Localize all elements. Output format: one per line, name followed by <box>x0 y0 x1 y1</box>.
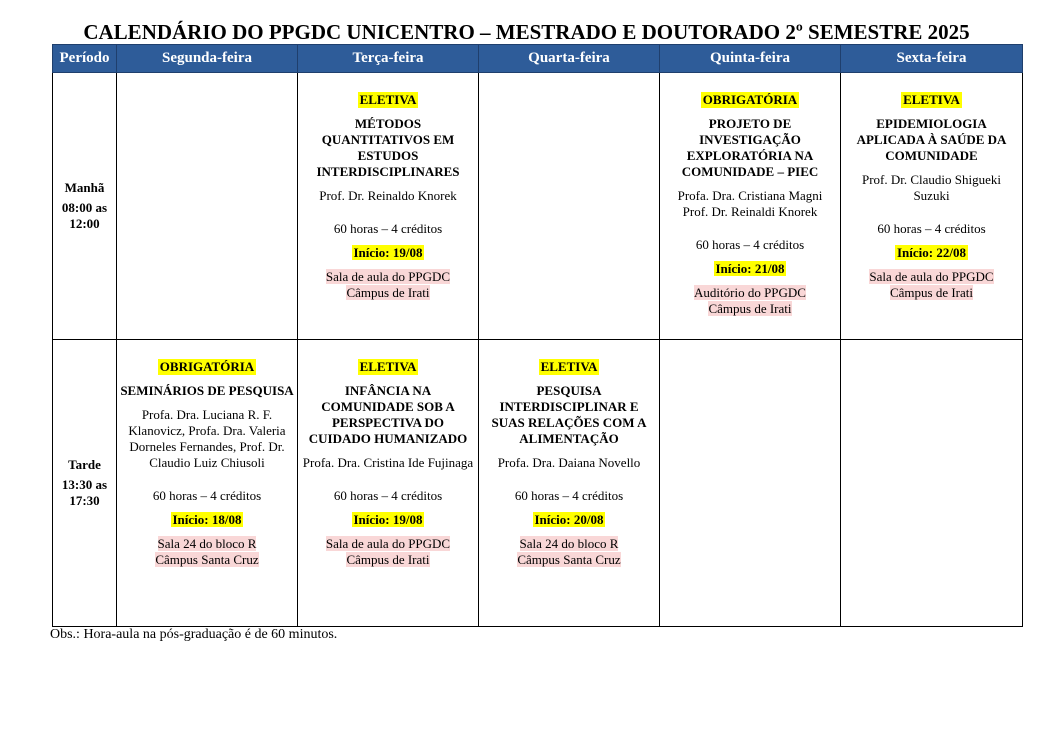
cell-afternoon-thursday <box>660 340 841 627</box>
header-monday: Segunda-feira <box>117 45 298 73</box>
course-hours: 60 horas – 4 créditos <box>877 221 986 236</box>
period-label: Tarde <box>68 457 101 472</box>
course-title: PESQUISA INTERDISCIPLINAR E SUAS RELAÇÕES COM A ALIMENTAÇÃO <box>491 383 647 446</box>
course-title: MÉTODOS QUANTITATIVOS EM ESTUDOS INTERDISCIPLINARES <box>316 116 460 179</box>
header-wednesday: Quarta-feira <box>479 45 660 73</box>
period-time: 13:30 as 17:30 <box>61 477 108 508</box>
footnote: Obs.: Hora-aula na pós-graduação é de 60 minutos. <box>50 627 338 642</box>
period-morning <box>53 73 117 340</box>
course-campus: Câmpus Santa Cruz <box>155 552 259 567</box>
course-room: Auditório do PPGDC <box>694 285 806 300</box>
course-professor: Profa. Dra. Luciana R. F. Klanovicz, Profa. Dra. Valeria Dorneles Fernandes, Prof. Dr. Claudio Luiz Chiusoli <box>128 407 286 470</box>
cell-morning-friday <box>841 73 1023 340</box>
course-hours: 60 horas – 4 créditos <box>152 488 262 503</box>
morning-row <box>53 73 1023 340</box>
course-start-date: Início: 18/08 <box>172 512 242 527</box>
course-start-date: Início: 21/08 <box>715 261 785 276</box>
course-type-badge: OBRIGATÓRIA <box>702 92 798 107</box>
course-professor: Prof. Dr. Reinaldo Knorek <box>319 188 457 203</box>
course-start-date: Início: 19/08 <box>353 245 423 260</box>
course-title: INFÂNCIA NA COMUNIDADE SOB A PERSPECTIVA DO CUIDADO HUMANIZADO <box>308 383 468 446</box>
course-campus: Câmpus de Irati <box>346 552 430 567</box>
header-tuesday: Terça-feira <box>298 45 479 73</box>
cell-morning-tuesday <box>298 73 479 340</box>
period-time: 08:00 as 12:00 <box>61 200 108 231</box>
course-type-badge: ELETIVA <box>359 359 417 374</box>
course-title: PROJETO DE INVESTIGAÇÃO EXPLORATÓRIA NA COMUNIDADE – PIEC <box>681 116 819 179</box>
course-type-badge: ELETIVA <box>903 92 960 107</box>
course-type-badge: ELETIVA <box>359 92 417 107</box>
cell-afternoon-tuesday <box>298 340 479 627</box>
course-campus: Câmpus de Irati <box>346 285 430 300</box>
course-room: Sala 24 do bloco R <box>519 536 619 551</box>
cell-afternoon-wednesday <box>479 340 660 627</box>
afternoon-row <box>53 340 1023 627</box>
schedule-table <box>52 44 1023 627</box>
course-hours: 60 horas – 4 créditos <box>695 237 805 252</box>
course-professor: Prof. Dr. Claudio Shigueki Suzuki <box>861 172 1002 203</box>
course-room: Sala 24 do bloco R <box>157 536 257 551</box>
course-hours: 60 horas – 4 créditos <box>333 221 443 236</box>
course-hours: 60 horas – 4 créditos <box>333 488 443 503</box>
course-room: Sala de aula do PPGDC <box>869 269 994 284</box>
cell-afternoon-monday <box>117 340 298 627</box>
course-room: Sala de aula do PPGDC <box>325 536 451 551</box>
course-room: Sala de aula do PPGDC <box>325 269 451 284</box>
course-title: EPIDEMIOLOGIA APLICADA À SAÚDE DA COMUNIDADE <box>856 116 1007 163</box>
period-afternoon <box>53 340 117 627</box>
period-label: Manhã <box>64 180 105 195</box>
course-professor: Profa. Dra. Cristina Ide Fujinaga <box>302 455 474 470</box>
header-thursday: Quinta-feira <box>660 45 841 73</box>
cell-morning-thursday <box>660 73 841 340</box>
course-campus: Câmpus de Irati <box>708 301 792 316</box>
course-professor: Profa. Dra. Daiana Novello <box>497 455 641 470</box>
course-type-badge: ELETIVA <box>540 359 598 374</box>
course-hours: 60 horas – 4 créditos <box>514 488 624 503</box>
header-friday: Sexta-feira <box>841 45 1023 73</box>
page-title: CALENDÁRIO DO PPGDC UNICENTRO – MESTRADO E DOUTORADO 2º SEMESTRE 2025 <box>83 20 970 44</box>
course-start-date: Início: 20/08 <box>534 512 604 527</box>
course-type-badge: OBRIGATÓRIA <box>159 359 255 374</box>
course-campus: Câmpus Santa Cruz <box>517 552 621 567</box>
cell-morning-wednesday <box>479 73 660 340</box>
course-title: SEMINÁRIOS DE PESQUISA <box>120 383 294 398</box>
cell-morning-monday <box>117 73 298 340</box>
course-professor: Profa. Dra. Cristiana Magni Prof. Dr. Reinaldi Knorek <box>677 188 823 219</box>
header-row <box>53 45 1023 73</box>
header-period: Período <box>53 45 117 73</box>
course-start-date: Início: 19/08 <box>353 512 423 527</box>
course-start-date: Início: 22/08 <box>897 245 966 260</box>
course-campus: Câmpus de Irati <box>889 285 974 300</box>
cell-afternoon-friday <box>841 340 1023 627</box>
